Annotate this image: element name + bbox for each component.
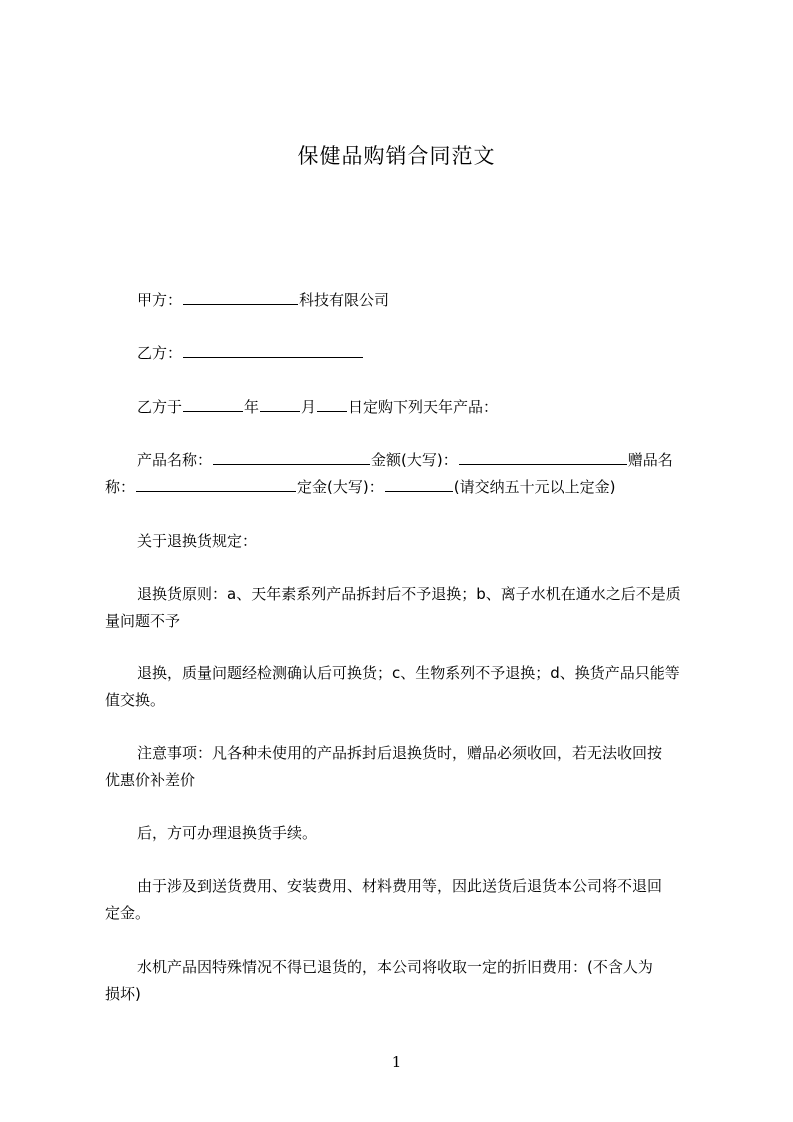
party-b-label: 乙方： [137,344,183,362]
amount-label: 金额(大写)： [371,451,458,469]
note-line1: 注意事项：凡各种未使用的产品拆封后退换货时，赠品必须收回，若无法收回按 [137,744,663,762]
rule-paragraph-2 [105,660,707,714]
note-continuation: 后，方可办理退换货手续。 [137,824,318,842]
document-title: 保健品购销合同范文 [297,144,496,168]
party-b-line [105,340,707,367]
party-a-line [105,287,707,314]
rule1-line2: 量问题不予 [105,612,181,630]
party-a-suffix: 科技有限公司 [299,291,390,309]
rule2-line1: 退换，质量问题经检测确认后可换货；c、生物系列不予退换；d、换货产品只能等 [137,664,680,682]
gift-label-end: 称： [105,478,136,496]
amount-blank[interactable] [459,448,627,465]
rule-paragraph-1 [105,581,707,635]
page-number: 1 [391,1053,402,1071]
party-a-blank[interactable] [183,288,298,305]
deposit-label: 定金(大写)： [297,478,384,496]
fees-line1: 由于涉及到送货费用、安装费用、材料费用等，因此送货后退货本公司将不退回 [137,877,663,895]
purchase-date-line [105,394,707,421]
month-label: 月 [301,398,317,416]
rules-heading: 关于退换货规定： [137,532,258,550]
deposit-note: (请交纳五十元以上定金) [453,478,616,496]
fees-paragraph [105,873,707,927]
rule2-line2: 值交换。 [105,691,166,709]
purchase-prefix: 乙方于 [137,398,183,416]
month-blank[interactable] [260,395,300,412]
gift-name-blank[interactable] [136,475,296,492]
note-line2: 优惠价补差价 [105,771,196,789]
water-machine-paragraph [105,954,707,1008]
product-name-label: 产品名称： [137,451,213,469]
year-blank[interactable] [183,395,243,412]
rule1-line1: 退换货原则：a、天年素系列产品拆封后不予退换；b、离子水机在通水之后不是质 [137,585,681,603]
product-info-paragraph [105,447,707,501]
water-line2: 损坏) [105,985,141,1003]
day-blank[interactable] [317,395,347,412]
gift-label-start: 赠品名 [627,451,673,469]
deposit-blank[interactable] [385,475,453,492]
water-line1: 水机产品因特殊情况不得已退货的，本公司将收取一定的折旧费用：(不含人为 [137,958,653,976]
fees-line2: 定金。 [105,904,151,922]
year-label: 年 [244,398,260,416]
note-paragraph [105,740,707,794]
party-a-label: 甲方： [137,291,183,309]
party-b-blank[interactable] [183,341,363,358]
product-name-blank[interactable] [213,448,370,465]
day-text: 日定购下列天年产品： [348,398,499,416]
